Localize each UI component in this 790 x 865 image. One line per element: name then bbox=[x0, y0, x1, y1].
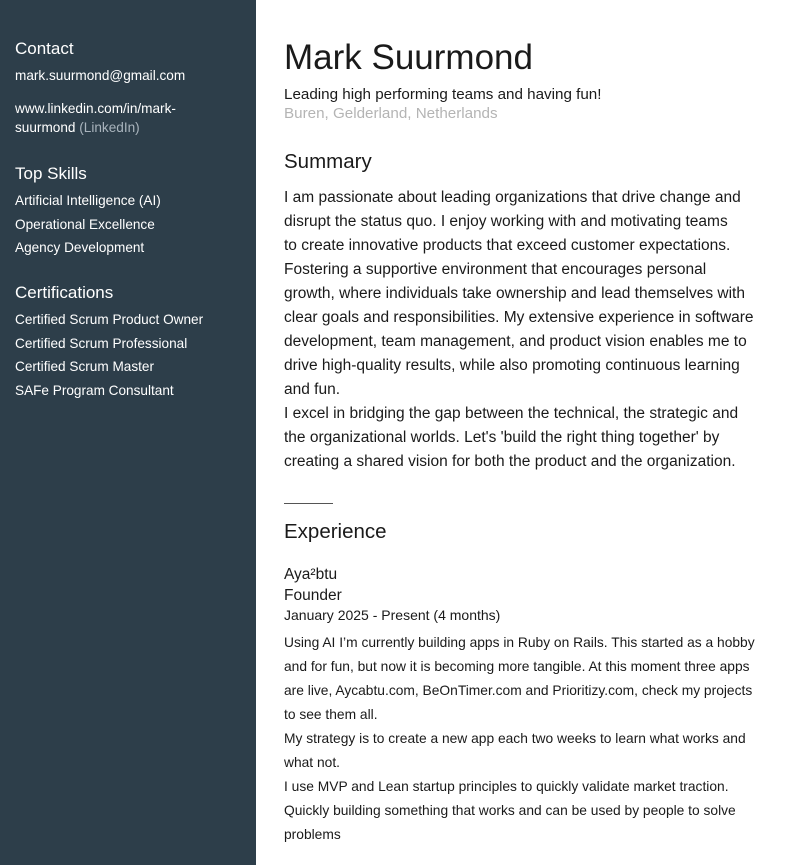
profile-headline: Leading high performing teams and having fun! bbox=[284, 86, 602, 103]
experience-description-line: problems bbox=[284, 827, 341, 842]
profile-location: Buren, Gelderland, Netherlands bbox=[284, 105, 498, 122]
experience-description-line: Quickly building something that works and can be used by people to solve bbox=[284, 803, 736, 818]
experience-description-line: My strategy is to create a new app each two weeks to learn what works and bbox=[284, 731, 746, 746]
experience-role: Founder bbox=[284, 587, 342, 604]
summary-line: disrupt the status quo. I enjoy working with and motivating teams bbox=[284, 213, 728, 230]
summary-line: to create innovative products that exceed customer expectations. bbox=[284, 237, 731, 254]
summary-line: and fun. bbox=[284, 381, 341, 398]
certifications-heading: Certifications bbox=[15, 283, 114, 302]
certification-item: SAFe Program Consultant bbox=[15, 383, 174, 398]
section-divider bbox=[284, 503, 333, 504]
linkedin-label: (LinkedIn) bbox=[79, 120, 140, 135]
summary-line: development, team management, and product vision enables me to bbox=[284, 333, 747, 350]
experience-description-line: to see them all. bbox=[284, 707, 378, 722]
summary-line: I excel in bridging the gap between the technical, the strategic and bbox=[284, 405, 739, 422]
experience-dates: January 2025 - Present (4 months) bbox=[284, 607, 501, 623]
linkedin-link-line1[interactable]: www.linkedin.com/in/mark- bbox=[15, 101, 176, 116]
experience-description-line: are live, Aycabtu.com, BeOnTimer.com and Prioritizy.com, check my projects bbox=[284, 683, 753, 698]
summary-line: growth, where individuals take ownership and lead themselves with bbox=[284, 285, 745, 302]
summary-line: creating a shared vision for both the product and the organization. bbox=[284, 453, 736, 470]
summary-line: drive high-quality results, while also promoting continuous learning bbox=[284, 357, 740, 374]
contact-heading: Contact bbox=[15, 39, 74, 58]
skill-item: Agency Development bbox=[15, 240, 145, 255]
summary-line: the organizational worlds. Let's 'build the right thing together' by bbox=[284, 429, 720, 446]
linkedin-link-text[interactable]: suurmond bbox=[15, 120, 76, 135]
experience-description-line: I use MVP and Lean startup principles to quickly validate market traction. bbox=[284, 779, 729, 794]
summary-line: clear goals and responsibilities. My extensive experience in software bbox=[284, 309, 754, 326]
experience-description-line: what not. bbox=[284, 755, 340, 770]
summary-line: Fostering a supportive environment that encourages personal bbox=[284, 261, 707, 278]
skill-item: Artificial Intelligence (AI) bbox=[15, 193, 161, 208]
linkedin-link-line2[interactable] bbox=[15, 120, 140, 136]
summary-title: Summary bbox=[284, 150, 372, 173]
profile-name: Mark Suurmond bbox=[284, 38, 533, 77]
experience-title: Experience bbox=[284, 520, 387, 543]
skills-heading: Top Skills bbox=[15, 164, 87, 183]
certification-item: Certified Scrum Master bbox=[15, 359, 154, 374]
email-link[interactable]: mark.suurmond@gmail.com bbox=[15, 68, 186, 83]
summary-line: I am passionate about leading organizations that drive change and bbox=[284, 189, 741, 206]
sidebar bbox=[0, 0, 256, 865]
experience-company: Aya²btu bbox=[284, 566, 338, 583]
experience-description-line: and for fun, but now it is becoming more tangible. At this moment three apps bbox=[284, 659, 750, 674]
skill-item: Operational Excellence bbox=[15, 217, 155, 232]
certification-item: Certified Scrum Product Owner bbox=[15, 312, 204, 327]
certification-item: Certified Scrum Professional bbox=[15, 336, 188, 351]
experience-description-line: Using AI I’m currently building apps in Ruby on Rails. This started as a hobby bbox=[284, 635, 755, 650]
